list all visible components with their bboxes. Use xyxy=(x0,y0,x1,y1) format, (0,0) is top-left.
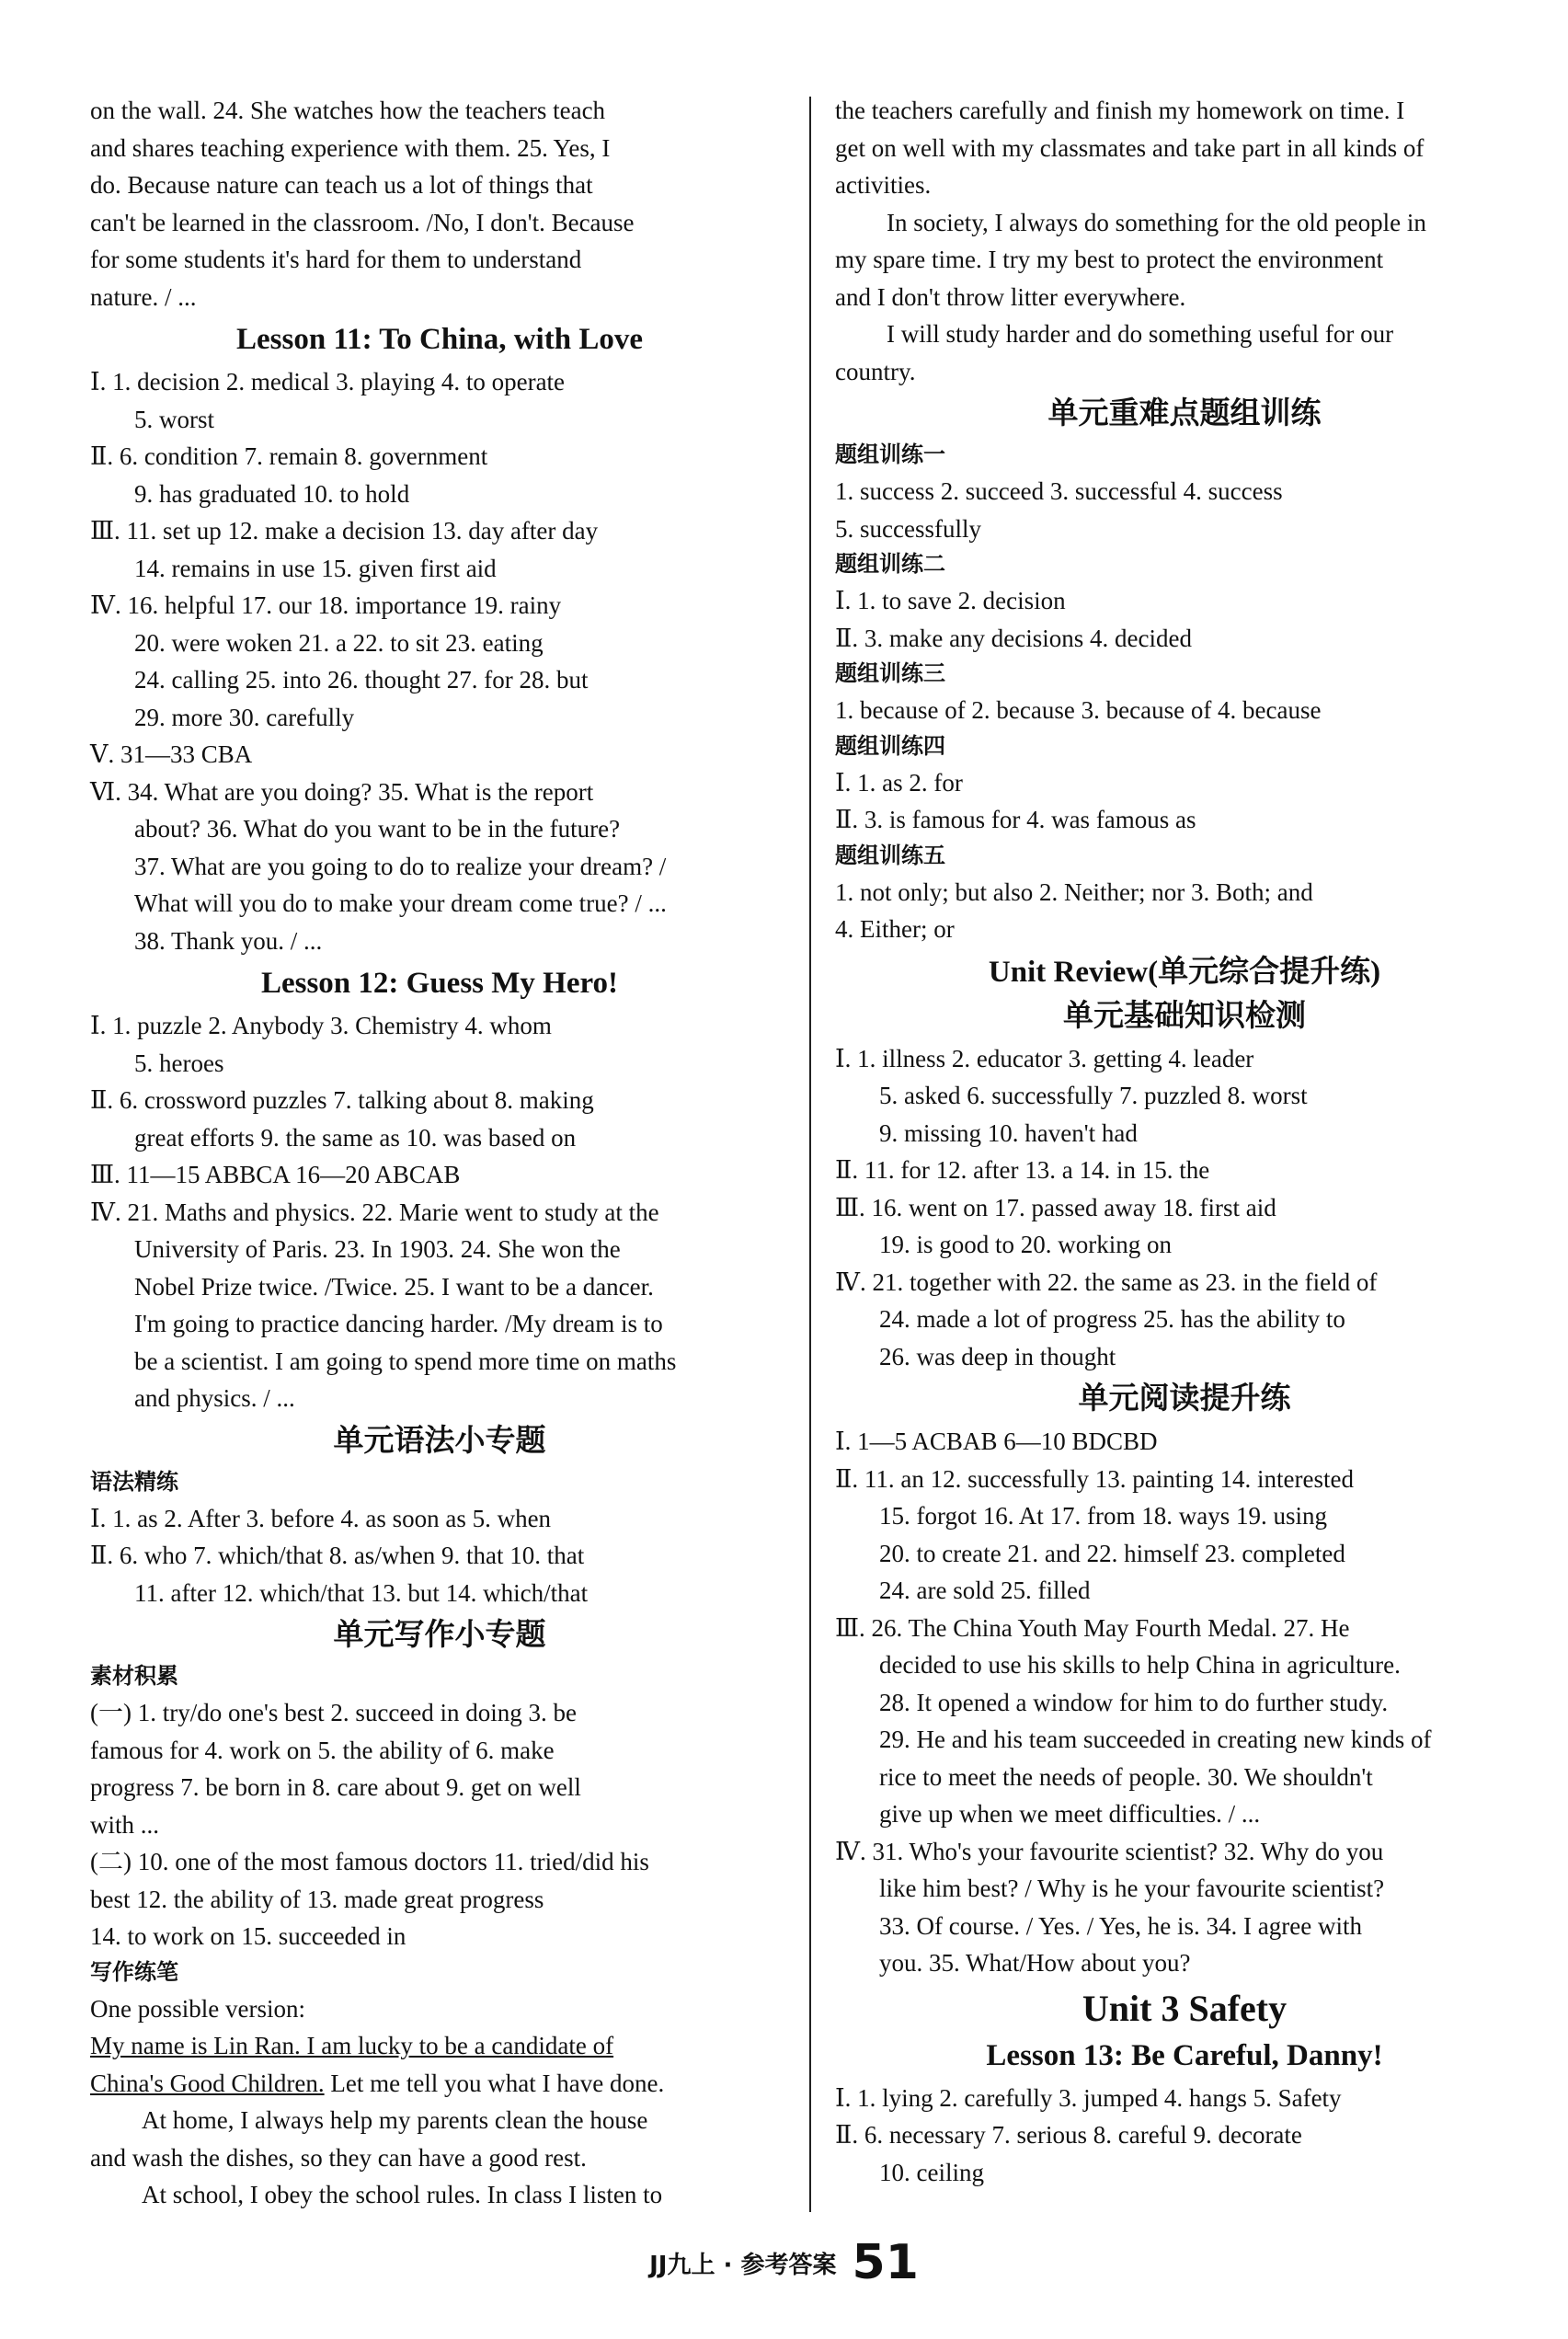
answer-line: Ⅱ. 6. crossword puzzles 7. talking about 8. making xyxy=(90,1086,594,1114)
answer-line: do. Because nature can teach us a lot of things that xyxy=(90,171,593,199)
paragraph-line: In society, I always do something for the old people in xyxy=(887,208,1426,236)
answer-line: 1. because of 2. because 3. because of 4. because xyxy=(835,696,1322,724)
answer-line: Ⅱ. 6. condition 7. remain 8. government xyxy=(90,442,488,470)
answer-line: Ⅱ. 11. for 12. after 13. a 14. in 15. the xyxy=(835,1156,1210,1184)
subsection-label: 题组训练一 xyxy=(835,443,945,467)
answer-line: give up when we meet difficulties. / ... xyxy=(879,1800,1261,1828)
subsection-label: 题组训练三 xyxy=(835,662,945,686)
paragraph-line: At home, I always help my parents clean the house xyxy=(142,2106,648,2134)
answer-line: Ⅱ. 6. necessary 7. serious 8. careful 9. decorate xyxy=(835,2121,1302,2149)
answer-line: 5. heroes xyxy=(134,1049,224,1077)
answer-line: for some students it's hard for them to understand xyxy=(90,246,582,273)
answer-line: great efforts 9. the same as 10. was based on xyxy=(134,1123,577,1152)
answer-line: 5. successfully xyxy=(835,514,981,543)
answer-line: 1. success 2. succeed 3. successful 4. success xyxy=(835,477,1283,505)
answer-line: Ⅲ. 26. The China Youth May Fourth Medal. 27. He xyxy=(835,1613,1350,1642)
unit-heading: Unit 3 Safety xyxy=(1082,1987,1288,2029)
answer-line: 10. ceiling xyxy=(879,2158,984,2186)
answer-line: 20. to create 21. and 22. himself 23. completed xyxy=(879,1539,1345,1567)
answer-line: Ⅱ. 3. make any decisions 4. decided xyxy=(835,624,1192,652)
answer-line: about? 36. What do you want to be in the future? xyxy=(134,815,621,843)
answer-line: 14. to work on 15. succeeded in xyxy=(90,1922,406,1950)
subsection-label: 题组训练五 xyxy=(835,843,945,868)
answer-line: (一) 1. try/do one's best 2. succeed in doing 3. be xyxy=(90,1699,578,1726)
section-heading: 单元重难点题组训练 xyxy=(1047,397,1322,430)
answer-line: and shares teaching experience with them. 25. Yes, I xyxy=(90,133,611,162)
answer-line: Ⅳ. 21. together with 22. the same as 23. in the field of xyxy=(835,1267,1378,1296)
answer-line: 9. missing 10. haven't had xyxy=(879,1118,1138,1147)
answer-line: 11. after 12. which/that 13. but 14. which/that xyxy=(134,1578,589,1607)
answer-line: be a scientist. I am going to spend more time on maths xyxy=(134,1347,677,1375)
answer-line: can't be learned in the classroom. /No, I don't. Because xyxy=(90,208,635,236)
left-column xyxy=(90,92,789,2214)
answer-line: Ⅰ. 1—5 ACBAB 6—10 BDCBD xyxy=(835,1427,1158,1455)
answer-line: Ⅵ. 34. What are you doing? 35. What is the report xyxy=(90,777,594,806)
section-heading: 单元语法小专题 xyxy=(333,1424,546,1458)
answer-line: 33. Of course. / Yes. / Yes, he is. 34. I agree with xyxy=(879,1911,1362,1940)
answer-line: progress 7. be born in 8. care about 9. get on well xyxy=(90,1773,581,1801)
answer-line: One possible version: xyxy=(90,1994,305,2023)
answer-line: Ⅰ. 1. lying 2. carefully 3. jumped 4. hangs 5. Safety xyxy=(835,2083,1342,2112)
answer-line: rice to meet the needs of people. 30. We shouldn't xyxy=(879,1762,1373,1791)
answer-line: 24. are sold 25. filled xyxy=(879,1577,1091,1604)
answer-line: (二) 10. one of the most famous doctors 11. tried/did his xyxy=(90,1848,649,1875)
answer-line: 14. remains in use 15. given first aid xyxy=(134,554,497,582)
answer-line: activities. xyxy=(835,171,932,199)
answer-line: Ⅰ. 1. to save 2. decision xyxy=(835,587,1066,614)
answer-line: Ⅳ. 21. Maths and physics. 22. Marie went to study at the xyxy=(90,1198,659,1226)
answer-line: 37. What are you going to do to realize your dream? / xyxy=(134,852,667,880)
answer-line: 5. worst xyxy=(134,405,214,433)
paragraph-line: At school, I obey the school rules. In class I listen to xyxy=(142,2181,663,2208)
answer-line: Ⅳ. 31. Who's your favourite scientist? 32. Why do you xyxy=(835,1837,1384,1865)
subsection-label: 写作练笔 xyxy=(90,1960,178,1985)
answer-line: 15. forgot 16. At 17. from 18. ways 19. using xyxy=(879,1502,1327,1530)
text-run: Let me tell you what I have done. xyxy=(324,2069,665,2097)
section-heading: Lesson 11: To China, with Love xyxy=(236,323,643,356)
column-divider xyxy=(809,97,811,2212)
answer-line: Ⅰ. 1. as 2. After 3. before 4. as soon as 5. when xyxy=(90,1504,552,1532)
answer-line: decided to use his skills to help China in agriculture. xyxy=(879,1651,1401,1679)
answer-line: Ⅱ. 3. is famous for 4. was famous as xyxy=(835,806,1196,833)
underlined-text: China's Good Children. xyxy=(90,2069,325,2097)
answer-line: Ⅲ. 11—15 ABBCA 16—20 ABCAB xyxy=(90,1161,461,1188)
answer-line: 9. has graduated 10. to hold xyxy=(134,479,410,508)
answer-line: University of Paris. 23. In 1903. 24. She won the xyxy=(134,1235,621,1263)
answer-line: the teachers carefully and finish my homework on time. I xyxy=(835,97,1405,124)
answer-line: 29. He and his team succeeded in creating new kinds of xyxy=(879,1726,1432,1753)
text-line xyxy=(90,2065,789,2103)
page-footer xyxy=(0,2235,1568,2290)
answer-line: get on well with my classmates and take part in all kinds of xyxy=(835,133,1425,162)
answer-line: I'm going to practice dancing harder. /My dream is to xyxy=(134,1310,663,1337)
subsection-label: 题组训练四 xyxy=(835,734,945,759)
section-heading: Unit Review(单元综合提升练) xyxy=(988,955,1381,989)
answer-line: Nobel Prize twice. /Twice. 25. I want to be a dancer. xyxy=(134,1272,654,1301)
answer-line: Ⅱ. 11. an 12. successfully 13. painting 14. interested xyxy=(835,1464,1354,1493)
subsection-label: 素材积累 xyxy=(90,1665,178,1689)
answer-line: nature. / ... xyxy=(90,282,197,311)
answer-line: best 12. the ability of 13. made great progress xyxy=(90,1885,544,1913)
paragraph-line: I will study harder and do something useful for our xyxy=(887,320,1394,348)
answer-line: What will you do to make your dream come true? / ... xyxy=(134,889,667,917)
answer-line: 28. It opened a window for him to do further study. xyxy=(879,1688,1389,1716)
answer-line: Ⅰ. 1. as 2. for xyxy=(835,768,963,797)
underlined-line: My name is Lin Ran. I am lucky to be a candidate of xyxy=(90,2032,614,2059)
answer-line: 38. Thank you. / ... xyxy=(134,926,323,955)
answer-line: 19. is good to 20. working on xyxy=(879,1231,1173,1258)
answer-line: Ⅴ. 31—33 CBA xyxy=(90,740,253,768)
answer-line: 24. calling 25. into 26. thought 27. for 28. but xyxy=(134,666,589,694)
answer-line: Ⅲ. 11. set up 12. make a decision 13. day after day xyxy=(90,517,599,545)
answer-line: Ⅳ. 16. helpful 17. our 18. importance 19. rainy xyxy=(90,591,562,619)
answer-line: country. xyxy=(835,357,916,385)
answer-line: like him best? / Why is he your favourite scientist? xyxy=(879,1875,1385,1902)
answer-line: 26. was deep in thought xyxy=(879,1342,1116,1370)
answer-line: Ⅱ. 6. who 7. which/that 8. as/when 9. that 10. that xyxy=(90,1542,585,1569)
answer-line: 5. asked 6. successfully 7. puzzled 8. worst xyxy=(879,1082,1308,1109)
subsection-label: 题组训练二 xyxy=(835,553,945,577)
page-number: 51 xyxy=(852,2235,919,2290)
answer-line: on the wall. 24. She watches how the teachers teach xyxy=(90,97,606,124)
answer-line: 29. more 30. carefully xyxy=(134,703,355,731)
section-heading: 单元基础知识检测 xyxy=(1063,999,1306,1033)
answer-line: Ⅲ. 16. went on 17. passed away 18. first aid xyxy=(835,1193,1276,1221)
answer-line: 20. were woken 21. a 22. to sit 23. eating xyxy=(134,628,544,657)
answer-line: and I don't throw litter everywhere. xyxy=(835,282,1186,311)
answer-line: Ⅰ. 1. decision 2. medical 3. playing 4. to operate xyxy=(90,368,566,396)
answer-line: my spare time. I try my best to protect the environment xyxy=(835,246,1384,273)
section-heading: 单元写作小专题 xyxy=(333,1619,546,1652)
answer-line: and physics. / ... xyxy=(134,1384,295,1412)
answer-line: with ... xyxy=(90,1810,160,1839)
answer-line: 4. Either; or xyxy=(835,915,955,943)
answer-line: Ⅰ. 1. puzzle 2. Anybody 3. Chemistry 4. whom xyxy=(90,1012,552,1039)
answer-line: 1. not only; but also 2. Neither; nor 3. Both; and xyxy=(835,877,1313,906)
answer-line: and wash the dishes, so they can have a good rest. xyxy=(90,2143,587,2172)
footer-label: JJ九上 · 参考答案 xyxy=(649,2252,837,2279)
right-column xyxy=(835,92,1534,2191)
answer-line: famous for 4. work on 5. the ability of 6. make xyxy=(90,1736,555,1764)
section-heading: Lesson 13: Be Careful, Danny! xyxy=(986,2038,1383,2072)
section-heading: 单元阅读提升练 xyxy=(1078,1382,1291,1416)
answer-line: you. 35. What/How about you? xyxy=(879,1949,1191,1977)
answer-line: 24. made a lot of progress 25. has the ability to xyxy=(879,1305,1345,1333)
subsection-label: 语法精练 xyxy=(90,1470,178,1495)
section-heading: Lesson 12: Guess My Hero! xyxy=(260,967,619,1000)
answer-line: Ⅰ. 1. illness 2. educator 3. getting 4. leader xyxy=(835,1044,1254,1072)
